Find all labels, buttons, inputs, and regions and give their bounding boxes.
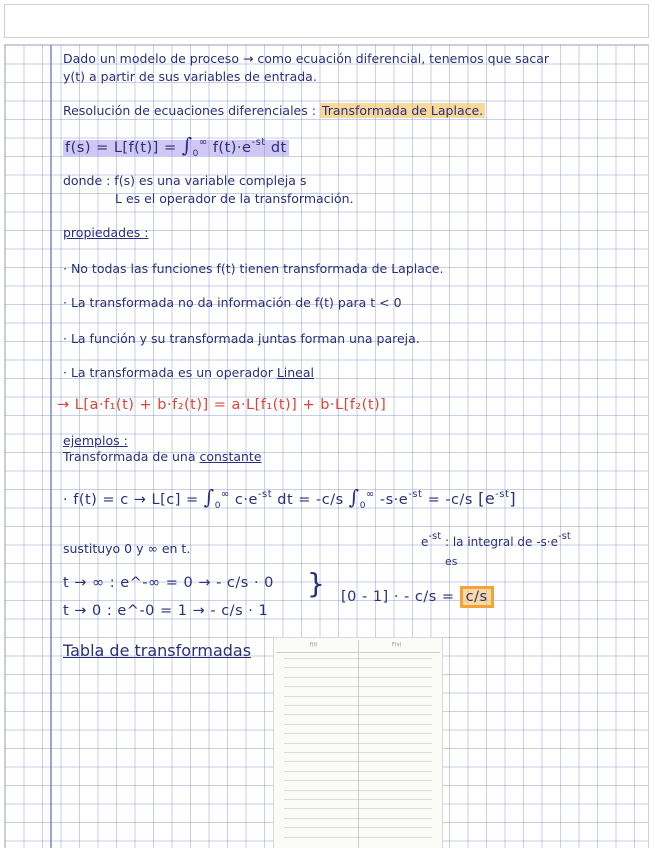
table-row — [284, 808, 432, 809]
const-formula-e: = -c/s — [427, 492, 473, 508]
table-header-rule — [276, 652, 440, 653]
integral-note-es: es — [445, 555, 458, 568]
const-formula-exp: -st — [257, 489, 273, 500]
intro-line-2: y(t) a partir de sus variables de entrada. — [63, 69, 317, 84]
laplace-title — [63, 103, 485, 118]
def-int-upper: ∞ — [198, 137, 208, 148]
property-2: · La transformada no da información de f(t) para t < 0 — [63, 295, 402, 310]
constant-heading-prefix: Transformada de una — [63, 449, 200, 464]
integral-sign: ∫ — [181, 133, 193, 157]
property-3: · La función y su transformada juntas forman una pareja. — [63, 331, 420, 346]
def-lhs: f(s) = L[f(t)] = — [65, 140, 177, 156]
table-row — [284, 696, 432, 697]
table-row — [284, 658, 432, 659]
table-row — [284, 677, 432, 678]
integral-note-exp: -st — [428, 531, 442, 542]
integral-note-a: e — [421, 535, 429, 549]
integral-note-b: : la integral de -s·e — [444, 535, 559, 549]
propiedades-title: propiedades : — [63, 225, 149, 240]
property-1: · No todas las funciones f(t) tienen transformada de Laplace. — [63, 261, 444, 276]
property-4 — [63, 365, 314, 380]
integral-note-exp-2: -st — [558, 531, 571, 542]
constant-heading-link: constante — [199, 449, 262, 464]
table-row — [284, 771, 432, 772]
intro-line-1: Dado un modelo de proceso → como ecuación diferencial, tenemos que sacar — [63, 51, 550, 66]
brace-symbol: } — [307, 567, 325, 600]
constant-formula — [63, 485, 516, 509]
constant-heading — [63, 449, 262, 464]
const-formula-exp-2: -st — [408, 489, 423, 500]
boxed-result: c/s — [460, 586, 494, 608]
integral-sign-3: ∫ — [348, 485, 360, 509]
const-int-upper: ∞ — [220, 489, 230, 500]
table-row — [284, 790, 432, 791]
table-row — [284, 818, 432, 819]
donde-line-1: donde : f(s) es una variable compleja s — [63, 173, 307, 188]
limit-infinity: t → ∞ : e^-∞ = 0 → - c/s · 0 — [63, 575, 274, 591]
definition-formula-highlight — [63, 133, 289, 159]
transform-table-image — [273, 637, 443, 848]
top-toolbar — [4, 4, 649, 38]
sustituyo-line: sustituyo 0 y ∞ en t. — [63, 541, 191, 556]
table-col2-header: F(s) — [392, 642, 402, 648]
def-dt: dt — [270, 140, 287, 156]
table-row — [284, 743, 432, 744]
def-int-lower: 0 — [192, 149, 199, 159]
laplace-title-highlight: Transformada de Laplace. — [321, 103, 484, 118]
table-row — [284, 837, 432, 838]
table-row — [284, 752, 432, 753]
const-int2-upper: ∞ — [365, 489, 375, 500]
const-formula-a: · f(t) = c → L[c] = — [63, 492, 199, 508]
table-row — [284, 733, 432, 734]
property-4-link: Lineal — [276, 365, 314, 380]
table-row — [284, 667, 432, 668]
ejemplos-title: ejemplos : — [63, 433, 128, 448]
const-int-lower: 0 — [214, 501, 221, 511]
donde-line-2: L es el operador de la transformación. — [115, 191, 354, 206]
table-divider — [358, 640, 359, 848]
table-row — [284, 686, 432, 687]
def-exp: -st — [251, 137, 266, 148]
const-formula-b: c·e — [234, 492, 258, 508]
const-formula-c: dt = -c/s — [277, 492, 344, 508]
table-row — [284, 827, 432, 828]
property-4-prefix: · La transformada es un operador — [63, 365, 277, 380]
table-row — [284, 714, 432, 715]
const-bracket-end: ] — [509, 489, 517, 508]
definition-formula — [63, 133, 289, 157]
def-body: f(t)·e — [212, 140, 252, 156]
integral-sign-2: ∫ — [203, 485, 215, 509]
tabla-title: Tabla de transformadas — [63, 641, 252, 660]
const-bracket: [e — [478, 489, 496, 508]
table-row — [284, 761, 432, 762]
limit-result-text: [0 - 1] · - c/s = — [341, 589, 455, 605]
linearity-formula: → L[a·f₁(t) + b·f₂(t)] = a·L[f₁(t)] + b·L[f₂(t)] — [57, 397, 387, 413]
margin-line — [50, 45, 52, 848]
notebook-page — [4, 44, 649, 848]
const-int2-lower: 0 — [359, 501, 366, 511]
table-row — [284, 724, 432, 725]
laplace-title-prefix: Resolución de ecuaciones diferenciales : — [63, 103, 320, 118]
const-formula-d: -s·e — [379, 492, 409, 508]
limit-zero: t → 0 : e^-0 = 1 → - c/s · 1 — [63, 603, 269, 619]
table-col1-header: f(t) — [310, 642, 318, 648]
limit-result — [341, 589, 494, 605]
table-row — [284, 780, 432, 781]
table-row — [284, 705, 432, 706]
table-row — [284, 799, 432, 800]
integral-note — [421, 531, 571, 549]
const-bracket-exp: -st — [495, 489, 510, 500]
